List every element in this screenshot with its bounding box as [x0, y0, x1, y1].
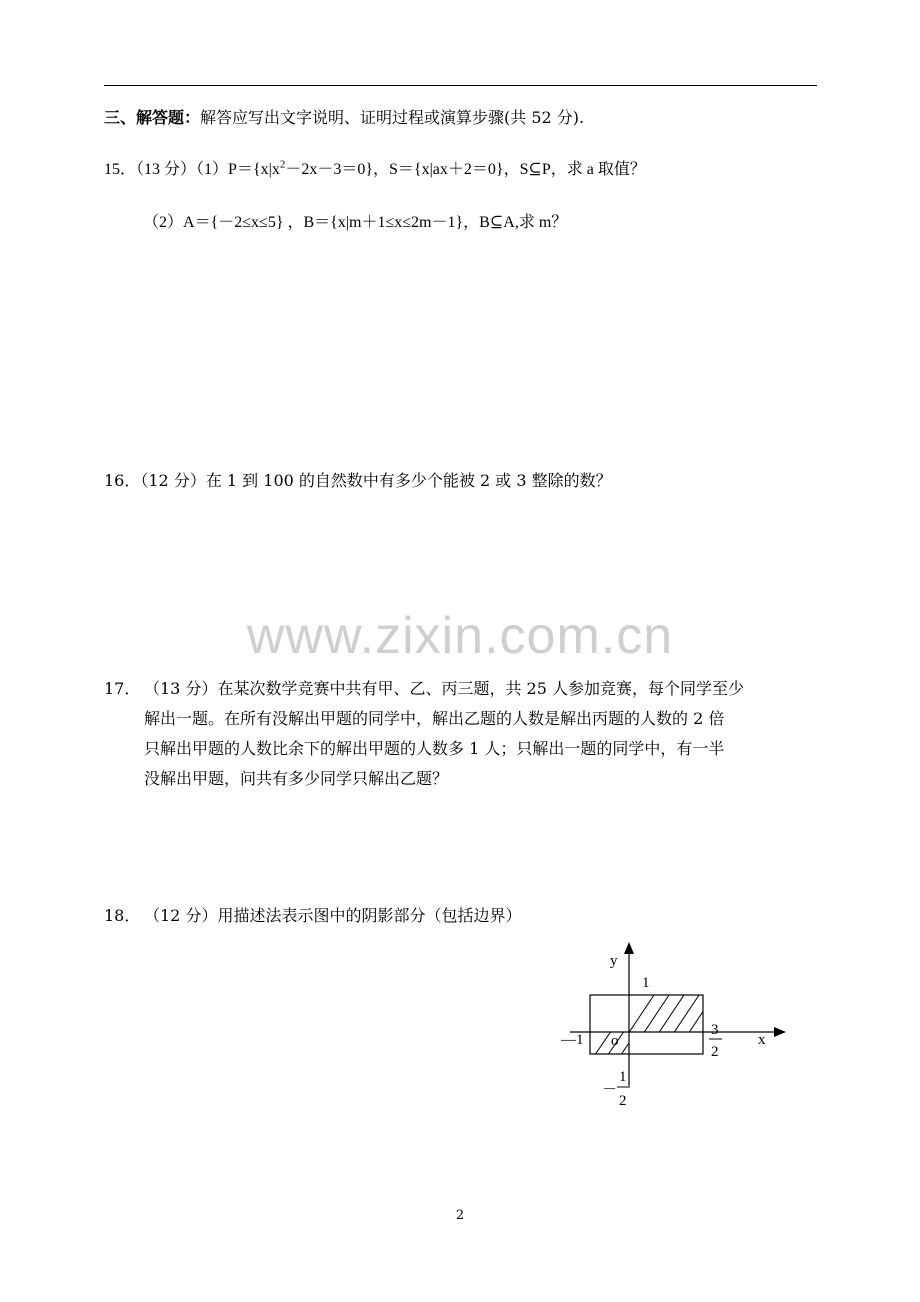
q17-line2: 解出一题。在所有没解出甲题的同学中，解出乙题的人数是解出丙题的人数的 2 倍	[144, 709, 725, 728]
q15-part1-text-b: －2x－3＝0}，S＝{x|ax＋2＝0}，S⊆P，求 a 取值？	[285, 161, 646, 178]
watermark: www.zixin.com.cn	[246, 607, 674, 665]
q15-points: （13 分）	[136, 161, 197, 178]
q15-number: 15．	[104, 161, 137, 178]
q16-text: 在 1 到 100 的自然数中有多少个能被 2 或 3 整除的数？	[205, 471, 612, 490]
right-fraction-denominator: 2	[711, 1044, 719, 1060]
label-left-minus-1: —1	[561, 1032, 584, 1048]
q18-figure	[556, 936, 796, 1116]
section-instruction: 解答应写出文字说明、证明过程或演算步骤(共 52 分).	[200, 108, 585, 127]
q16	[104, 470, 612, 492]
header-rule	[104, 85, 817, 86]
rectangle-outline	[590, 995, 703, 1054]
q15-exponent: 2	[279, 158, 286, 171]
y-axis-arrow-icon	[624, 942, 634, 954]
q15-part2-label: （2）	[143, 214, 184, 231]
q15-part1	[104, 159, 646, 181]
bottom-fraction-numerator: 1	[619, 1069, 627, 1085]
q15-part1-label: （1）	[196, 161, 229, 178]
y-axis-label: y	[610, 953, 618, 969]
q16-points: （12 分）	[140, 471, 206, 490]
q16-number: 16．	[104, 471, 141, 490]
q17-line1	[104, 674, 820, 704]
right-fraction-numerator: 3	[711, 1022, 719, 1038]
q18-points: （12 分）	[144, 906, 218, 925]
label-right-three-halves	[709, 1022, 722, 1060]
section-heading-line	[104, 107, 584, 129]
page-number: 2	[455, 1208, 465, 1223]
q17-points: （13 分）	[144, 679, 218, 698]
q15-part2	[143, 212, 567, 234]
q17-line3: 只解出甲题的人数比余下的解出甲题的人数多 1 人；只解出一题的同学中，有一半	[144, 739, 725, 758]
q15-part2-text: A＝{－2≤x≤5} ，B＝{x|m＋1≤x≤2m－1}，B⊆A,求 m？	[183, 214, 568, 231]
x-axis-arrow-icon	[774, 1027, 786, 1037]
q17	[104, 674, 820, 794]
q18	[104, 905, 521, 927]
q17-number: 17．	[104, 679, 141, 698]
q17-line1-text: 在某次数学竞赛中共有甲、乙、丙三题，共 25 人参加竞赛，每个同学至少	[217, 679, 744, 698]
bottom-fraction-sign: －	[602, 1082, 618, 1098]
q15-part1-text-a: P＝{x|x	[228, 161, 280, 178]
x-axis-label: x	[758, 1032, 766, 1048]
origin-label: o	[611, 1033, 619, 1049]
bottom-fraction-denominator: 2	[619, 1093, 627, 1109]
label-top-1: 1	[642, 975, 650, 991]
q18-number: 18．	[104, 906, 141, 925]
section-heading: 三、解答题：	[104, 108, 201, 127]
q17-line4: 没解出甲题，问共有多少同学只解出乙题？	[144, 769, 449, 788]
q18-text: 用描述法表示图中的阴影部分（包括边界）	[217, 906, 522, 925]
label-bottom-minus-half	[602, 1069, 630, 1109]
